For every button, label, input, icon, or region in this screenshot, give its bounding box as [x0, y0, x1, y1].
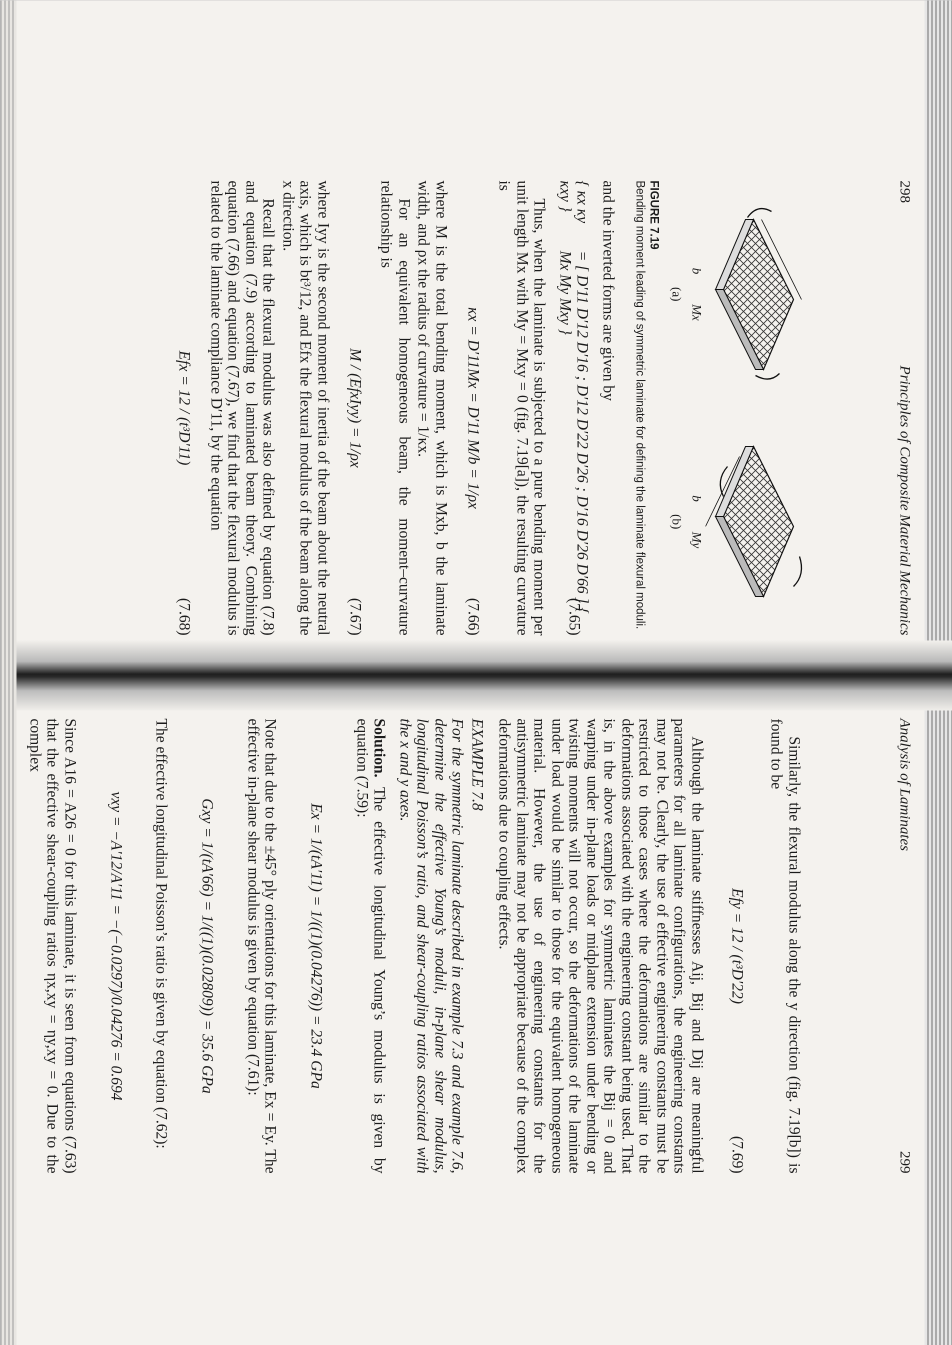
equation-7-66 — [457, 180, 487, 635]
equation-expression: Efx = 12 / (t³D′11) — [175, 350, 193, 465]
paragraph: where Iyy is the second moment of inertia of the beam about the neutral axis, which is bt³/12, and Efx the flexural modulus of the beam along the x direction. — [279, 180, 331, 635]
laminate-plate-b-icon — [705, 426, 823, 616]
equation-gxy — [192, 718, 222, 1173]
paragraph: and the inverted forms are given by — [599, 180, 616, 401]
right-running-title: Analysis of Laminates — [896, 718, 912, 851]
equation-number: (7.66) — [463, 597, 481, 635]
left-running-head — [892, 180, 912, 635]
left-page — [161, 180, 912, 635]
page-edge-bottom — [0, 0, 16, 1345]
figure-panel-b-label: (b) — [669, 513, 685, 529]
equation-7-67 — [339, 180, 369, 635]
example-title: EXAMPLE 7.8 — [468, 718, 485, 811]
equation-number: (7.65) — [564, 597, 582, 635]
paragraph: Similarly, the flexural modulus along the y direction (fig. 7.19[b]) is found to be — [767, 718, 802, 1173]
left-running-title: Principles of Composite Material Mechanics — [896, 365, 912, 635]
equation-lhs: { κx κy κxy } — [556, 180, 591, 223]
solution-label: Solution. — [370, 718, 388, 778]
equation-expression: M / (EfxIyy) = 1/ρx — [345, 347, 363, 468]
book-gutter — [0, 640, 952, 710]
right-page-number: 299 — [896, 1150, 912, 1173]
paragraph: Although the laminate stiffnesses Aij, Bij and Dij are meaningful parameters for all laminate configurations, the engineering constants may not be. Clearly, the use of effective engineering constants must be restricted to those cases where the deformations are similar to the deformations associated with the engineering constant being used. That is, in the above examples for symmetric laminates the Bij = 0 and warping under in-plane loads or midplane extension under bending or twisting moments will not occur, so the deformations of the laminate under load would be similar to those for the equivalent homogeneous material. However, the use of engineering constants for the antisymmetric laminate may not be appropriate because of the complex deformations due to coupling effects. — [495, 718, 705, 1173]
equation-expression: νxy = −A′12/A′11 = −(−0.0297)/0.04276 = 0.694 — [106, 790, 124, 1101]
figure-caption-text: Bending moment leading of symmetric laminate for defining the laminate flexural moduli. — [633, 180, 645, 629]
left-page-number: 298 — [896, 180, 912, 203]
solution-text: The effective longitudinal Young’s modulus is given by equation (7.59): — [353, 718, 388, 1173]
paragraph: Note that due to the ±45° ply orientations for this laminate, Ex = Ey. The effective in-plane shear modulus is given by equation (7.61): — [244, 718, 279, 1173]
right-running-head — [892, 718, 912, 1173]
paragraph: where M is the total bending moment, which is Mxb, b the laminate width, and ρx the radius of curvature = 1/κx. — [414, 180, 449, 635]
solution-paragraph — [353, 718, 388, 1173]
example-text: For the symmetric laminate described in example 7.3 and example 7.6, determine the effective Young’s moduli, in-plane shear modulus, longitudinal Poisson’s ratio, and shear-coupling ratios associated with the x and y axes. — [396, 718, 466, 1173]
figure-caption-label: FIGURE 7.19 — [647, 180, 659, 250]
figure-a-dimension-label: b — [689, 267, 704, 274]
paragraph: The effective longitudinal Poisson’s ratio is given by equation (7.62): — [152, 718, 170, 1149]
equation-number: (7.67) — [345, 597, 363, 635]
figure-panel-a — [668, 199, 823, 389]
figure-b-moment-label: My — [689, 531, 704, 548]
equation-expression: Efy = 12 / (t³D′22) — [727, 887, 745, 1004]
figure-7-19 — [668, 180, 808, 635]
equation-number: (7.68) — [175, 597, 193, 635]
equation-7-65 — [556, 180, 591, 635]
paragraph: For an equivalent homogeneous beam, the moment–curvature relationship is — [377, 180, 412, 635]
figure-panel-b — [668, 426, 823, 616]
equation-7-68 — [169, 180, 199, 635]
figure-b-dimension-label: b — [689, 494, 704, 502]
equation-number: (7.69) — [727, 1135, 745, 1173]
equation-7-69 — [721, 718, 751, 1173]
paragraph: Since A16 = A26 = 0 for this laminate, it is seen from equations (7.63) that the effective shear-coupling ratios ηx,xy = ηy,xy = 0. Due to the complex — [26, 718, 78, 1173]
equation-expression: κx = D′11Mx = D′11 M/b = 1/ρx — [463, 306, 481, 509]
equation-expression: Gxy = 1/(tA′66) = 1/((1)(0.02809)) = 35.6 GPa — [198, 797, 216, 1094]
equation-ex — [301, 718, 331, 1173]
equation-expression: Ex = 1/(tA′11) = 1/((1)(0.04276)) = 23.4 GPa — [307, 802, 325, 1089]
right-page — [24, 718, 912, 1173]
figure-a-moment-label: Mx — [689, 303, 704, 321]
figure-caption — [632, 180, 660, 635]
equation-rhs: = [ D′11 D′12 D′16 ; D′12 D′22 D′26 ; D′16 D′26 D′66 ] { Mx My Mxy } — [556, 250, 591, 614]
equation-nu — [100, 718, 130, 1173]
figure-panel-a-label: (a) — [669, 286, 685, 301]
paragraph: Thus, when the laminate is subjected to a pure bending moment per unit length Mx with My = Mxy = 0 (fig. 7.19[a]), the resulting curvature is — [495, 180, 548, 635]
paragraph: Recall that the flexural modulus was also defined by equation (7.8) and equation (7.9) according to laminated beam theory. Combining equation (7.66) and equation (7.67), we find that the flexural modulus is related to the laminate compliance D′11, by the equation — [207, 180, 277, 635]
laminate-plate-a-icon — [705, 199, 823, 389]
